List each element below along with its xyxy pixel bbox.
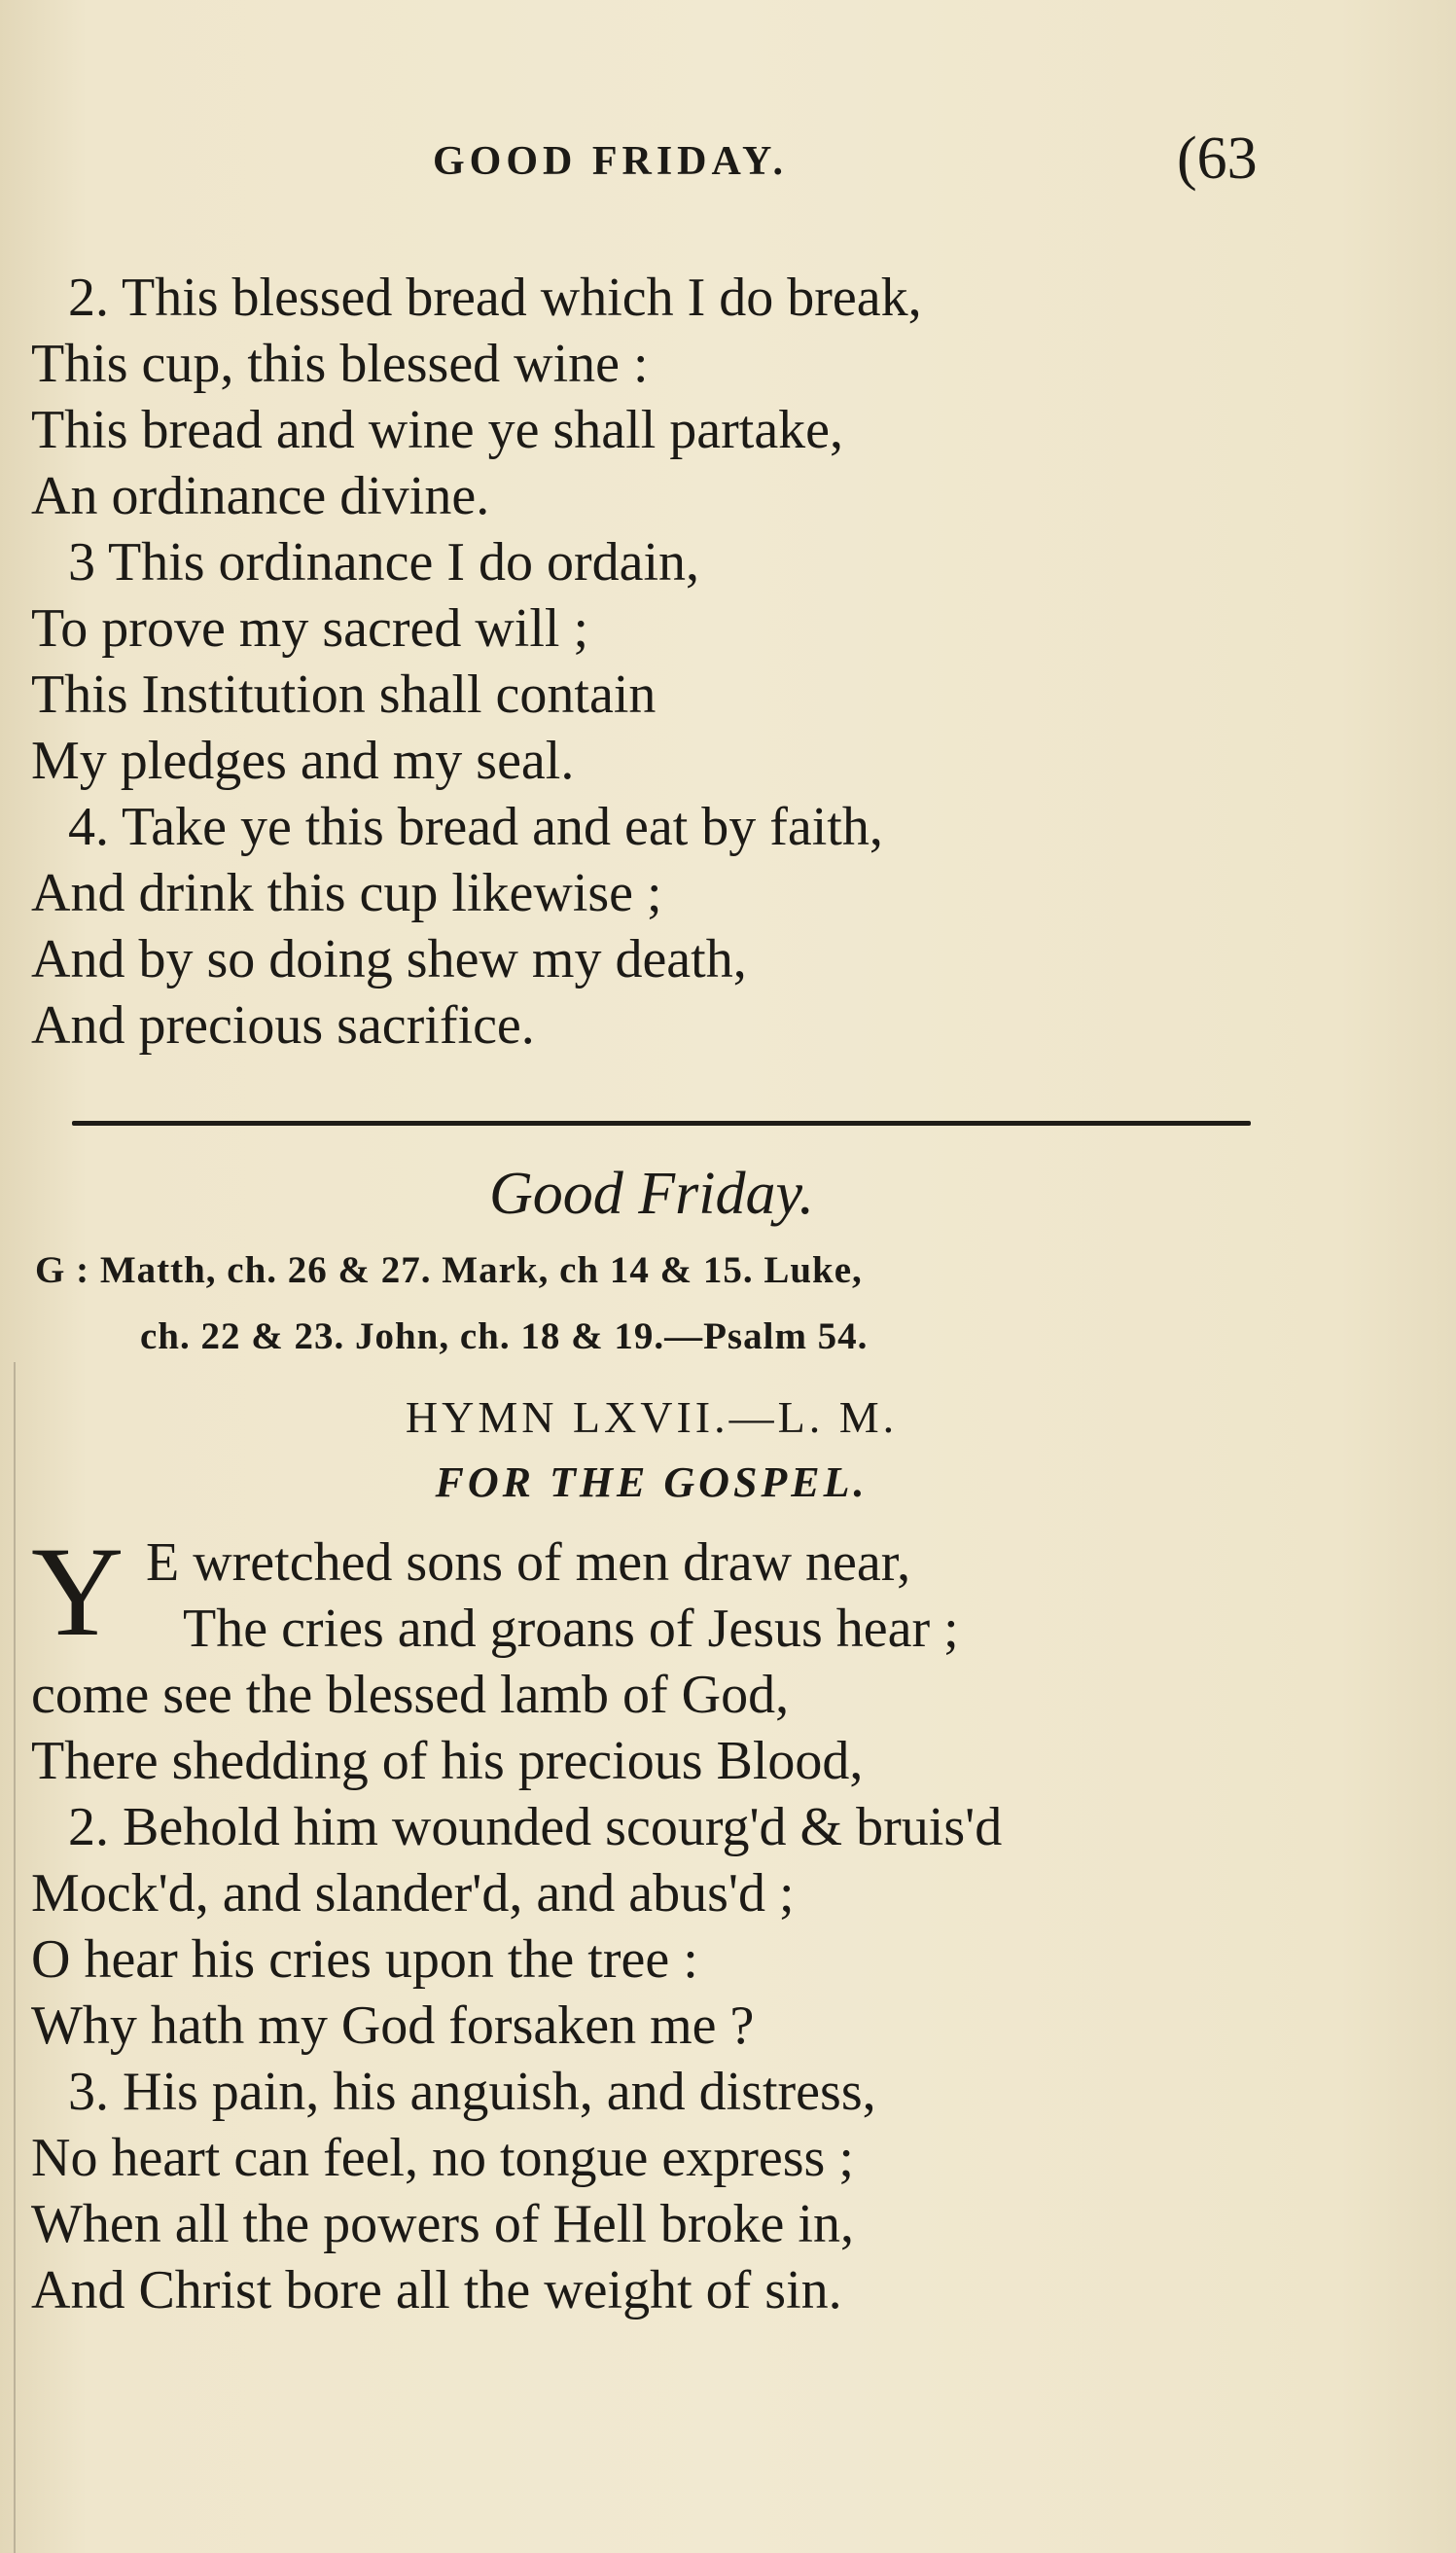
verse-line: This cup, this blessed wine : bbox=[31, 334, 649, 394]
hymn-verses-communion bbox=[31, 265, 922, 1059]
verse-line: 2. Behold him wounded scourg'd & bruis'd bbox=[68, 1797, 1003, 1857]
section-divider bbox=[72, 1121, 1251, 1126]
verse-line: E wretched sons of men draw near, bbox=[146, 1532, 911, 1593]
verse-line: This Institution shall contain bbox=[31, 665, 657, 725]
verse-line: No heart can feel, no tongue express ; bbox=[31, 2128, 854, 2188]
verse-line: Why hath my God forsaken me ? bbox=[31, 1996, 755, 2056]
running-head: GOOD FRIDAY. bbox=[433, 139, 788, 184]
page-header bbox=[0, 126, 1456, 206]
verse-line: When all the powers of Hell broke in, bbox=[31, 2194, 854, 2254]
verse-line: This bread and wine ye shall partake, bbox=[31, 400, 844, 460]
page-number: (63 bbox=[1177, 126, 1258, 192]
binding-gutter bbox=[0, 1362, 16, 2553]
verse-line: 3. His pain, his anguish, and distress, bbox=[68, 2062, 876, 2122]
scripture-readings bbox=[35, 1238, 868, 1370]
verse-line: And Christ bore all the weight of sin. bbox=[31, 2260, 842, 2320]
drop-cap: Y bbox=[31, 1520, 124, 1663]
verse-line: There shedding of his precious Blood, bbox=[31, 1731, 864, 1791]
verse-line: come see the blessed lamb of God, bbox=[31, 1665, 790, 1725]
verse-line: And by so doing shew my death, bbox=[31, 929, 747, 989]
section-title: Good Friday. bbox=[488, 1161, 815, 1227]
verse-line: 4. Take ye this bread and eat by faith, bbox=[68, 797, 883, 857]
verse-line: An ordinance divine. bbox=[31, 466, 490, 526]
verse-line: And precious sacrifice. bbox=[31, 995, 535, 1056]
verse-line: My pledges and my seal. bbox=[31, 731, 575, 791]
hymn-subtitle: FOR THE GOSPEL. bbox=[435, 1458, 869, 1506]
hymn-heading: HYMN LXVII.—L. M. bbox=[405, 1392, 899, 1442]
verse-line: O hear his cries upon the tree : bbox=[31, 1929, 698, 1990]
readings-line: ch. 22 & 23. John, ch. 18 & 19.—Psalm 54. bbox=[140, 1315, 869, 1357]
verse-line: 2. This blessed bread which I do break, bbox=[68, 268, 922, 328]
readings-line: G : Matth, ch. 26 & 27. Mark, ch 14 & 15. Luke, bbox=[35, 1249, 863, 1291]
verse-line: And drink this cup likewise ; bbox=[31, 863, 662, 923]
verse-line: The cries and groans of Jesus hear ; bbox=[183, 1599, 959, 1659]
verse-line: To prove my sacred will ; bbox=[31, 598, 589, 659]
verse-line: 3 This ordinance I do ordain, bbox=[68, 532, 700, 593]
verse-line: Mock'd, and slander'd, and abus'd ; bbox=[31, 1863, 795, 1924]
